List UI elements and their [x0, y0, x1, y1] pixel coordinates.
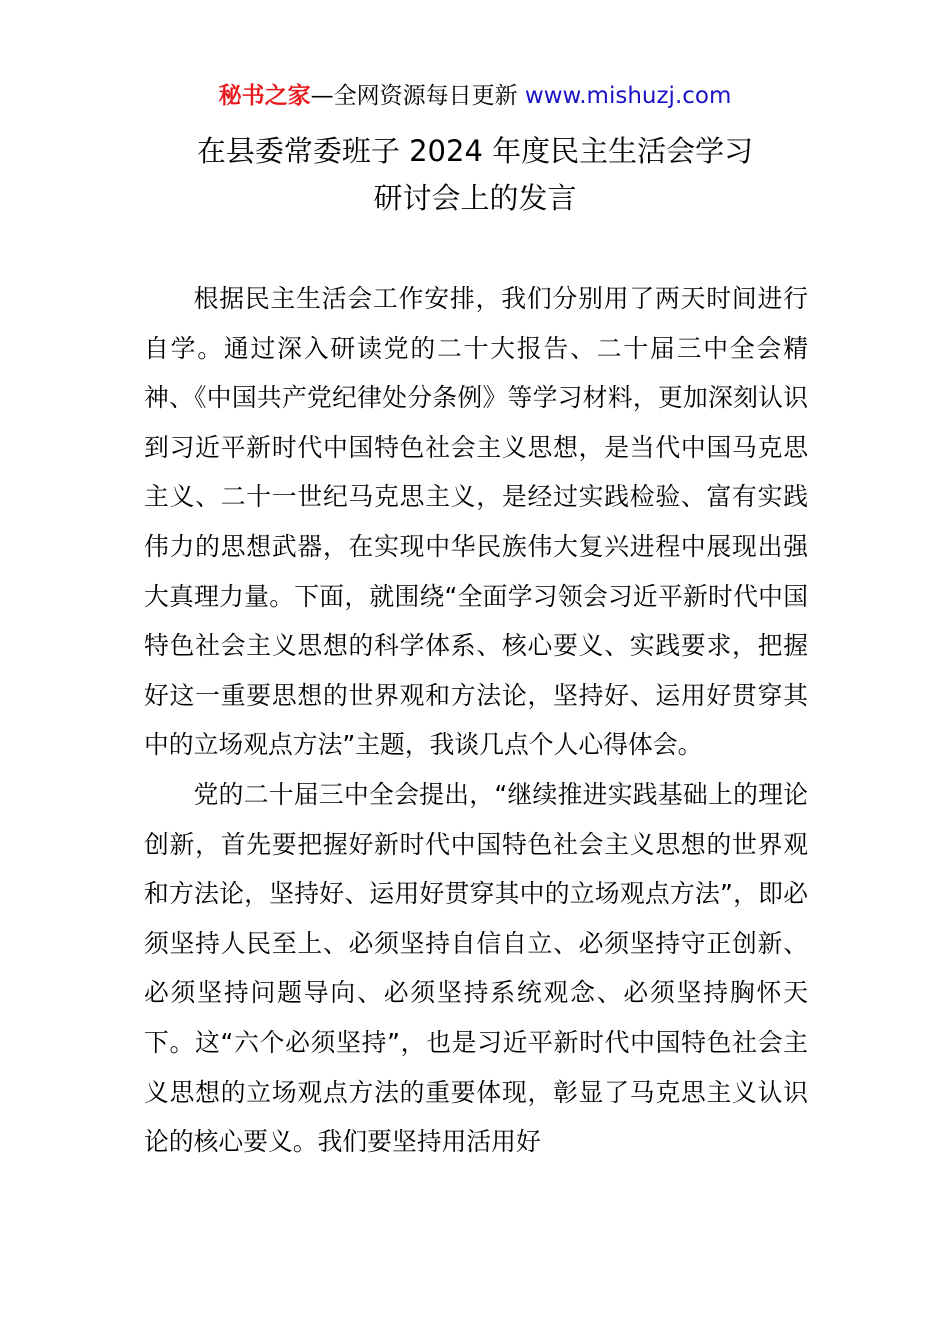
brand-name: 秘书之家	[218, 83, 311, 109]
site-header	[0, 78, 950, 114]
body-paragraph-2: 党的二十届三中全会提出，“继续推进实践基础上的理论创新，首先要把握好新时代中国特色社会主义思想的世界观和方法论，坚持好、运用好贯穿其中的立场观点方法”，即必须坚持人民至上、必须坚持自信自立、必须坚持守正创新、必须坚持问题导向、必须坚持系统观念、必须坚持胸怀天下。这“六个必须坚持”，也是习近平新时代中国特色社会主义思想的立场观点方法的重要体现，彰显了马克思主义认识论的核心要义。我们要坚持用活用好	[144, 779, 808, 1157]
site-url-link[interactable]: www.mishuzj.com	[524, 83, 732, 109]
document-body	[144, 274, 808, 1167]
title-line-1: 在县委常委班子 2024 年度民主生活会学习	[196, 134, 754, 168]
document-title	[0, 128, 950, 222]
title-line-2: 研讨会上的发言	[373, 181, 577, 215]
header-tagline: —全网资源每日更新	[310, 83, 525, 109]
body-paragraph-1: 根据民主生活会工作安排，我们分别用了两天时间进行自学。通过深入研读党的二十大报告、二十届三中全会精神、《中国共产党纪律处分条例》等学习材料，更加深刻认识到习近平新时代中国特色社会主义思想，是当代中国马克思主义、二十一世纪马克思主义，是经过实践检验、富有实践伟力的思想武器，在实现中华民族伟大复兴进程中展现出强大真理力量。下面，就围绕“全面学习领会习近平新时代中国特色社会主义思想的科学体系、核心要义、实践要求，把握好这一重要思想的世界观和方法论，坚持好、运用好贯穿其中的立场观点方法”主题，我谈几点个人心得体会。	[144, 284, 808, 760]
